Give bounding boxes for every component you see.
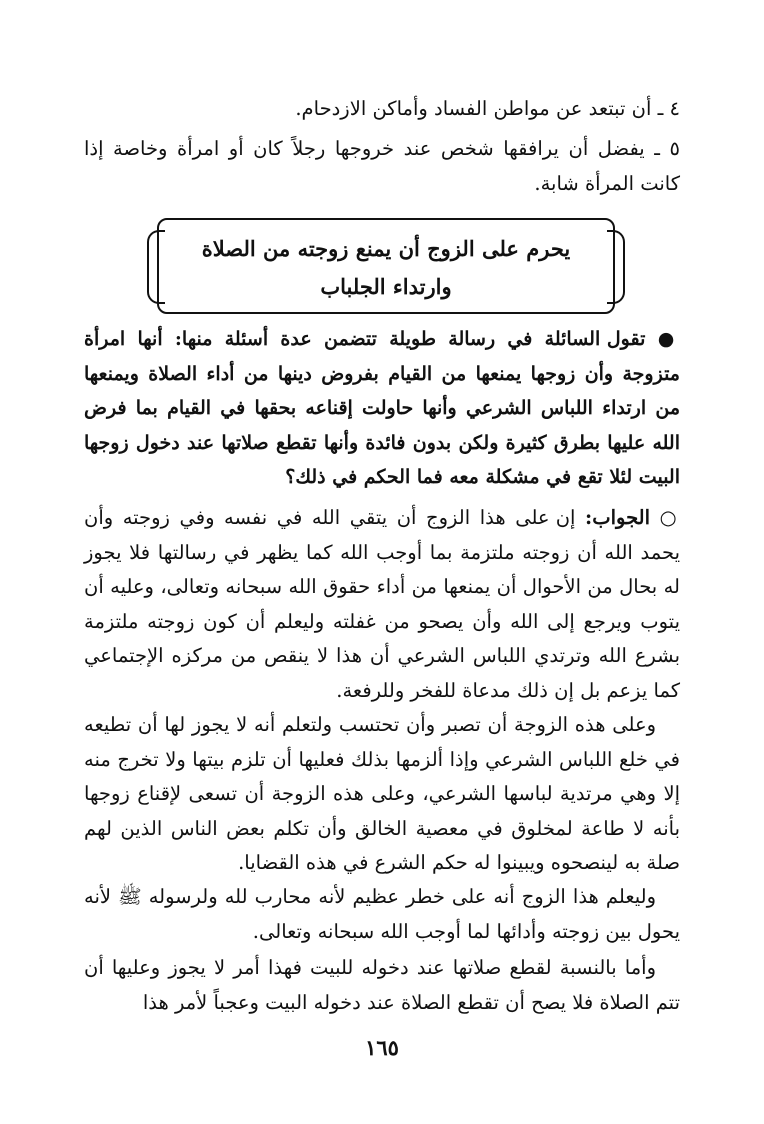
section-heading-box (157, 218, 615, 314)
answer-paragraph-3: وليعلم هذا الزوج أنه على خطر عظيم لأنه محارب لله ولرسوله ﷺ لأنه يحول بين زوجته وأدائها لما أوجب الله سبحانه وتعالى. (84, 885, 680, 943)
list-item-4: ٤ ـ أن تبتعد عن مواطن الفساد وأماكن الازدحام. (295, 97, 680, 120)
answer-paragraph-2: وعلى هذه الزوجة أن تصبر وأن تحتسب ولتعلم أنه لا يجوز لها أن تطيعه في خلع اللباس الشرعي وإذا ألزمها بذلك فعليها أن تلزم بيتها ولا تخرج منه إلا وهي مرتدية لباسها الشرعي، وعلى هذه الزوجة أن تسعى لإقناع زوجها بأنه لا طاعة لمخلوق في معصية الخالق وأن تكلم بعض الناس الذين لهم صلة به لينصحوه ويبينوا له حكم الشرع في هذه القضايا. (84, 713, 680, 874)
section-heading (159, 220, 613, 306)
list-item-5: ٥ ـ يفضل أن يرافقها شخص عند خروجها رجلاً كان أو امرأة وخاصة إذا كانت المرأة شابة. (84, 137, 680, 195)
bullet-icon: ● (657, 328, 680, 350)
answer-label: الجواب: (585, 506, 651, 529)
section-heading-line-2: وارتداء الجلباب (320, 274, 452, 299)
circle-marker-icon: ○ (659, 506, 680, 529)
question-paragraph (84, 322, 680, 495)
answer-paragraph-4: وأما بالنسبة لقطع صلاتها عند دخوله للبيت فهذا أمر لا يجوز وعليها أن تتم الصلاة فلا يصح أن تقطع الصلاة عند دخوله البيت وعجباً لأمر هذا (84, 956, 680, 1014)
answer-text-1: إن على هذا الزوج أن يتقي الله في نفسه وفي زوجته وأن يحمد الله أن زوجته ملتزمة بما أوجب الله كما يظهر في رسالتها فلا يجوز له بحال من الأحوال أن يمنعها من أداء حقوق الله سبحانه وتعالى، وعليه أن يتوب ويرجع إلى الله وأن يصحو من غفلته وليعلم أن كون زوجته ملتزمة بشرع الله وترتدي اللباس الشرعي أن هذا لا ينقص من مركزه الإجتماعي كما يزعم بل إن ذلك مدعاة للفخر وللرفعة. (84, 506, 680, 702)
page-number: ١٦٥ (365, 1035, 399, 1060)
answer-paragraph-1 (84, 501, 680, 708)
section-heading-line-1: يحرم على الزوج أن يمنع زوجته من الصلاة (201, 236, 571, 261)
question-text: تقول السائلة في رسالة طويلة تتضمن عدة أسئلة منها: أنها امرأة متزوجة وأن زوجها يمنعها من القيام بفروض دينها من أداء الصلاة ويمنعها من ارتداء اللباس الشرعي وأنها حاولت إقناعه بحقها في القيام بما فرض الله عليها بطرق كثيرة ولكن بدون فائدة وأنها تقطع صلاتها عند دخول زوجها البيت لئلا تقع في مشكلة معه فما الحكم في ذلك؟ (84, 328, 680, 488)
